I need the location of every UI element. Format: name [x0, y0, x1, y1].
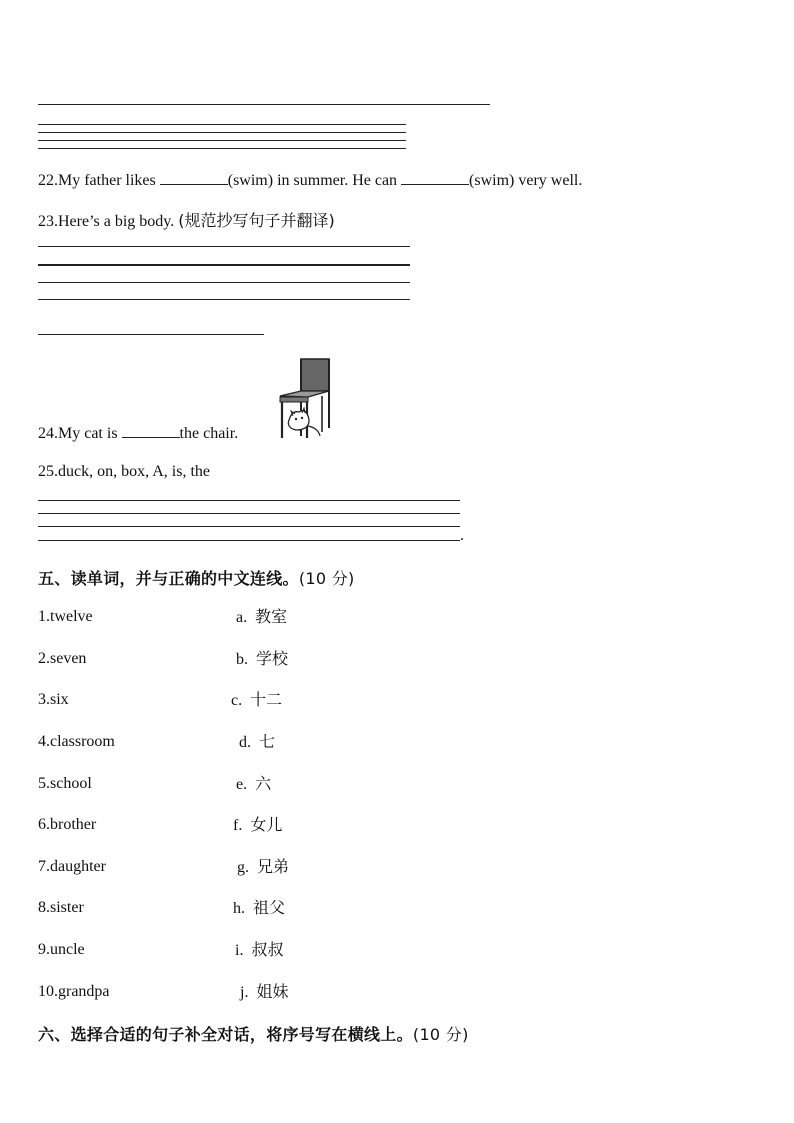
- answer-line[interactable]: [38, 334, 264, 335]
- answer-line[interactable]: [38, 526, 460, 527]
- section-6-title: [38, 1022, 469, 1045]
- option-letter: j.: [240, 984, 249, 1001]
- question-instruction: (规范抄写句子并翻译): [178, 211, 335, 230]
- option-letter: e.: [236, 776, 248, 793]
- answer-line[interactable]: [38, 500, 460, 501]
- fill-blank[interactable]: [401, 170, 469, 185]
- chinese-option[interactable]: [231, 690, 282, 711]
- option-letter: c.: [231, 692, 243, 709]
- chinese-option[interactable]: [239, 732, 275, 753]
- option-letter: d.: [239, 734, 251, 751]
- option-letter: i.: [235, 942, 244, 959]
- question-23: [38, 211, 335, 232]
- english-word[interactable]: 1.twelve: [38, 608, 93, 625]
- answer-line[interactable]: [38, 282, 410, 283]
- english-word[interactable]: 5.school: [38, 775, 92, 792]
- option-chinese: 教室: [255, 607, 288, 626]
- question-text: (swim) very well.: [469, 172, 583, 189]
- chinese-option[interactable]: [236, 649, 288, 670]
- question-25: [38, 462, 210, 482]
- question-number: 22.: [38, 172, 58, 189]
- answer-line[interactable]: [38, 540, 460, 541]
- question-number: 23.: [38, 213, 58, 230]
- chinese-option[interactable]: [237, 857, 289, 878]
- question-24: [38, 423, 238, 444]
- option-letter: h.: [233, 900, 245, 917]
- chinese-option[interactable]: [240, 982, 288, 1003]
- option-chinese: 七: [259, 732, 276, 751]
- answer-line[interactable]: [38, 246, 410, 247]
- answer-line: [38, 104, 490, 105]
- chinese-option[interactable]: [236, 774, 271, 795]
- english-word[interactable]: 7.daughter: [38, 858, 106, 875]
- option-chinese: 六: [255, 774, 272, 793]
- english-word[interactable]: 6.brother: [38, 816, 97, 833]
- question-number: 25.: [38, 463, 58, 480]
- question-text: My father likes: [58, 172, 156, 189]
- english-word[interactable]: 4.classroom: [38, 733, 115, 750]
- answer-line[interactable]: [38, 513, 460, 514]
- section-score: (10 分): [412, 1025, 469, 1044]
- section-title-text: 五、读单词，并与正确的中文连线。: [38, 569, 299, 588]
- question-number: 24.: [38, 425, 58, 442]
- chair-with-cat-image: [276, 356, 334, 440]
- chinese-option[interactable]: [236, 607, 287, 628]
- answer-line[interactable]: [38, 264, 410, 266]
- option-chinese: 兄弟: [257, 857, 290, 876]
- option-chinese: 祖父: [253, 898, 286, 917]
- section-score: (10 分): [298, 569, 355, 588]
- section-title-text: 六、选择合适的句子补全对话，将序号写在横线上。: [38, 1025, 413, 1044]
- chinese-option[interactable]: [235, 940, 283, 961]
- option-letter: a.: [236, 609, 248, 626]
- answer-line[interactable]: [38, 299, 410, 300]
- answer-line: [38, 140, 406, 141]
- answer-line: [38, 124, 406, 125]
- english-word[interactable]: 9.uncle: [38, 941, 85, 958]
- question-22: [38, 170, 582, 191]
- english-word[interactable]: 3.six: [38, 691, 69, 708]
- question-text: duck, on, box, A, is, the: [58, 463, 210, 480]
- end-period: .: [460, 527, 464, 544]
- chinese-option[interactable]: [233, 898, 285, 919]
- fill-blank[interactable]: [122, 423, 180, 438]
- option-letter: b.: [236, 651, 248, 668]
- option-chinese: 女儿: [250, 815, 283, 834]
- option-letter: f.: [233, 817, 243, 834]
- answer-line: [38, 132, 406, 133]
- chinese-option[interactable]: [233, 815, 282, 836]
- question-text: the chair.: [179, 425, 239, 442]
- question-text: Here’s a big body.: [58, 213, 175, 230]
- option-chinese: 学校: [256, 649, 289, 668]
- option-chinese: 叔叔: [251, 940, 284, 959]
- section-5-title: [38, 566, 355, 589]
- question-text: (swim) in summer. He can: [227, 172, 398, 189]
- option-chinese: 十二: [250, 690, 283, 709]
- english-word[interactable]: 8.sister: [38, 899, 84, 916]
- option-chinese: 姐妹: [256, 982, 289, 1001]
- question-text: My cat is: [58, 425, 118, 442]
- english-word[interactable]: 10.grandpa: [38, 983, 110, 1000]
- english-word[interactable]: 2.seven: [38, 650, 87, 667]
- fill-blank[interactable]: [160, 170, 228, 185]
- option-letter: g.: [237, 859, 249, 876]
- answer-line: [38, 148, 406, 149]
